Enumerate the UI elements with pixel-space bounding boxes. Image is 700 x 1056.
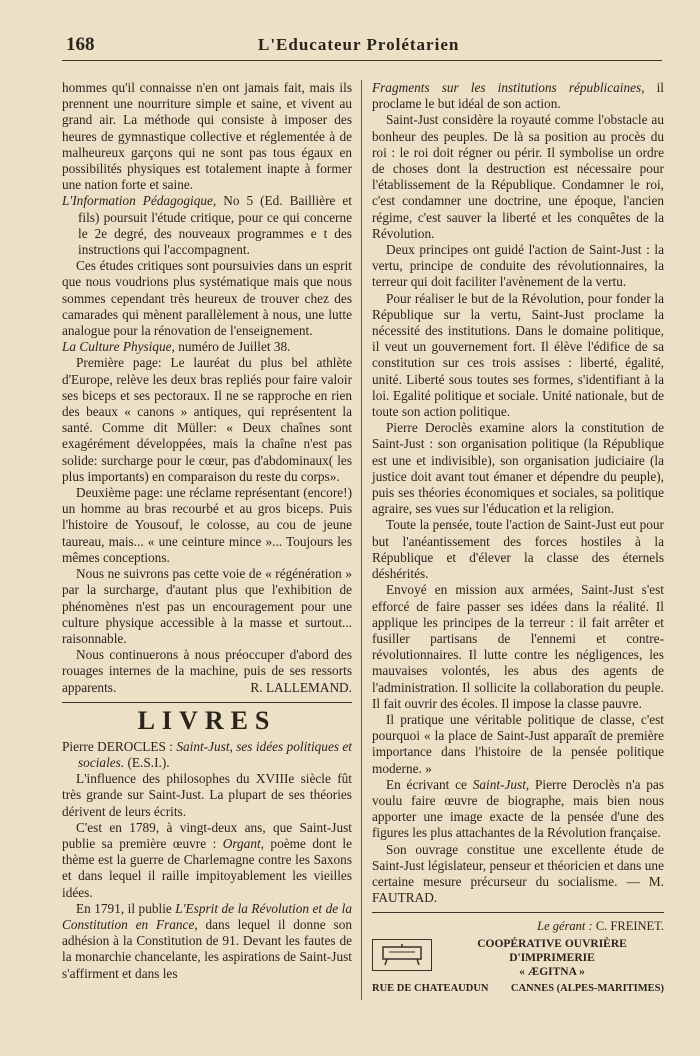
paragraph [372,842,664,907]
imprint-block [372,912,664,996]
publication-title: La Culture Physique, [62,339,175,355]
paragraph [62,647,352,696]
book-publisher: (E.S.I.). [124,754,170,770]
printer-address [372,981,664,997]
printer-line [372,937,664,979]
paragraph: L'influence des philosophes du XVIIIe siècle fût très grande sur Saint-Just. La plupart de ses théories dérivent de leurs écrits. [62,771,352,819]
paragraph: hommes qu'il connaisse n'en ont jamais fait, mais ils prennent une nourriture simple et saine, et vivent au grand air. La méthode qui consiste à imposer des heures de gymnastique collective et réglementée à de malheureux garçons qui ne sont pas tous égaux en possibilités physiques est totalement inapte à former une nation forte et saine. [62,80,352,193]
column-divider [361,80,362,1000]
paragraph [372,777,664,842]
page-header [62,30,662,61]
paragraph-text: il proclame le but idéal de son action. [372,80,665,112]
paragraph: Deux principes ont guidé l'action de Saint-Just : la vertu, principe de conduite des révolutionnaires, la terreur qui doit faciliter l'avènement de la vertu. [372,242,664,290]
publication-entry [62,193,352,258]
book-entry [62,739,352,771]
publication-entry [62,339,352,355]
gerant-label: Le gérant : [537,919,596,934]
section-rule [62,702,352,703]
paragraph: Première page: Le lauréat du plus bel athlète d'Europe, relève les deux bras repliés pour faire valoir ses biceps et ses pectoraux. Il ne se rapproche en rien des beaux « canons » antiques, qui représentent la santé. Comme dit Müller: « Deux chaînes sont exagérément développées, mais la chaîne n'est pas solide: surcharge pour le cœur, pas d'abdominaux( les plus importants) en comparaison du reste du corps». [62,355,352,484]
book-author: Pierre DEROCLES : [62,738,177,754]
paragraph-text: Pierre Deroclès n'a pas voulu faire œuvre de biographe, mais bien nous apporter une image exacte de la pensée d'une des figures les plus attachantes de la Révolution française. [372,776,664,841]
journal-title: L'Educateur Prolétarien [258,35,460,54]
paragraph: Pour réaliser le but de la Révolution, pour fonder la République sur la vertu, Saint-Just proclame la nécessité des institutions. Dans le domaine politique, il veut un gouvernement fort. Il élève l'édifice de sa constitution sur ces trois assises : liberté, égalité, unité. Liberté sous toutes ses formes, s'identifiant à la loi. Egalité politique et sociale. Unité nationale, but de toute son action politique. [372,290,664,420]
work-title: Organt, [222,835,264,851]
cooperative-line: COOPÉRATIVE OUVRIÈRE D'IMPRIMERIE [477,937,627,964]
publication-text: numéro de Juillet 38. [174,339,291,355]
publication-title: L'Information Pédagogique, [62,193,217,209]
section-heading: LIVRES [137,705,277,735]
printer-logo-icon [372,939,432,971]
paragraph: Deuxième page: une réclame représentant (encore!) un homme au bras recourbé et au gros biceps. Puis l'histoire de Yousouf, le colosse, au cou de jeune taureau, mais... « une ceinture mince »... Toujours les mêmes conceptions. [62,485,352,565]
paragraph [372,80,664,112]
paragraph: Ces études critiques sont poursuivies dans un esprit que nous voudrions plus systématique mais que nous sommes cependant très heureux de trouver chez des camarades qui mènent parallèlement à nous, une lutte analogue pour la rénovation de l'enseignement. [62,258,352,339]
paragraph [62,901,352,982]
printing-press-icon [377,943,427,967]
paragraph-text: En 1791, il publie [76,900,176,916]
paragraph-text: Son ouvrage constitue une excellente étude de Saint-Just législateur, penseur et théoricien et dans une certaine mesure précurseur du socialisme. [372,841,664,889]
left-column [62,80,352,982]
book-title: Saint-Just, ses idées politiques et sociales. [78,738,353,770]
address-street: RUE DE CHATEAUDUN [372,982,489,994]
publication-text: No 5 (Ed. Baillière et fils) poursuit l'étude critique, pour ce qui concerne le 2e degré, des nouveaux programmes e t des instructions qui l'accompagnent. [78,193,353,258]
address-city: CANNES (ALPES-MARITIMES) [510,982,664,994]
paragraph-text: Nous continuerons à nous préoccuper d'abord des rouages internes de la machine, puis de ses ressorts apparents. [62,647,352,695]
author-signature: — M. FAUTRAD. [372,873,664,906]
gerant-line [372,918,664,934]
cooperative-name [440,937,664,979]
paragraph: Pierre Deroclès examine alors la constitution de Saint-Just : son organisation politique (la République est une et indivisible), son organisation judiciaire (la justice doit avant tout émaner et dépendre du peuple), puis ses théories économiques et sociales, sa politique agraire, ses vues sur l'éducation et la religion. [372,420,664,517]
page-number: 168 [66,34,95,55]
paragraph-text: C'est en 1789, à vingt-deux ans, que Saint-Just publie sa première œuvre : [62,819,352,851]
work-title: Saint-Just, [472,776,530,792]
right-column [372,80,664,997]
paragraph-text: dans lequel il donne son adhésion à la Constitution de 91. Devant les fautes de la monarchie chancelante, les aspirations de Saint-Just s'affirment et dans les [62,916,352,981]
paragraph: Nous ne suivrons pas cette voie de « régénération » par la surcharge, d'autant plus que l'exhibition de phénomènes n'est pas un encouragement pour une culture physique accessible à la masse et surtout... raisonnable. [62,566,352,646]
work-title: L'Esprit de la Révolution et de la Constitution en France, [62,900,352,932]
paragraph-text: poème dont le thème est la guerre de Charlemagne contre les Saxons et dans lequel il raille impitoyablement les vieilles idées. [62,835,353,900]
paragraph: Saint-Just considère la royauté comme l'obstacle au bonheur des peuples. De là sa position au procès du roi : le roi doit régner ou périr. Il symbolise un ordre de choses dont la destruction est nécessaire pour l'établissement de la République. Condamner le roi, c'est condamner une doctrine, une époque, l'ancien régime, c'est sauver la liberté et les conquêtes de la Révolution. [372,112,664,241]
paragraph-text: En écrivant ce [386,776,473,792]
gerant-name: C. FREINET. [595,919,664,934]
paragraph: Toute la pensée, toute l'action de Saint-Just eut pour but l'anéantissement des forces hostiles à la République et d'élever la classe des éternels déshérités. [372,517,664,582]
paragraph: Il pratique une véritable politique de classe, c'est pourquoi « la place de Saint-Just apparaît de première importance dans l'histoire de la pensée politique moderne. » [372,711,664,776]
author-signature: R. LALLEMAND. [250,679,352,695]
work-title: Fragments sur les institutions républicaines, [372,80,645,95]
paragraph [62,820,352,901]
cooperative-brand: « ÆGITNA » [519,965,585,978]
paragraph: Envoyé en mission aux armées, Saint-Just s'est efforcé de faire passer ses idées dans la réalité. Il applique les principes de la terreur : il fait arrêter et fusiller partisans de l'ennemi et contre-révolutionnaires. Il lutte contre les négligences, les mauvaises volontés, les abus des agents de l'administration. Il sollicite la collaboration du peuple. Il fait ouvrir des écoles. Il impose la classe pauvre. [372,582,664,711]
